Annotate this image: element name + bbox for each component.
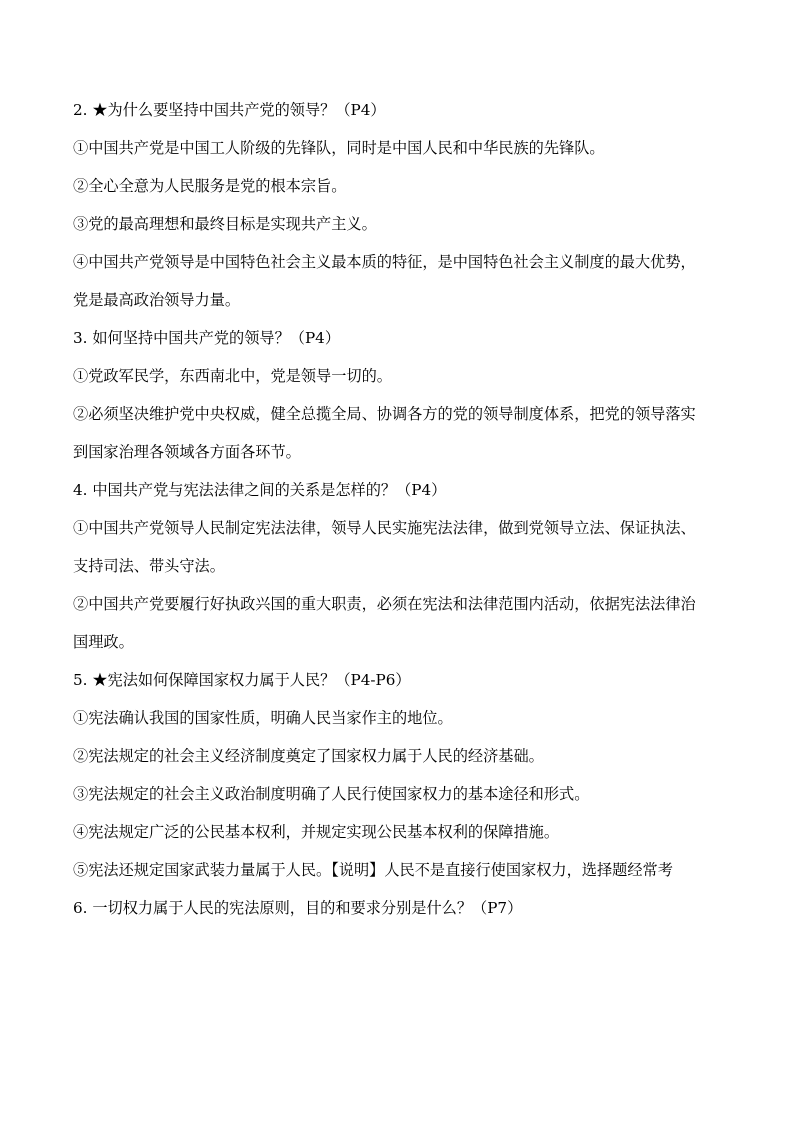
- answer-line: ①中国共产党是中国工人阶级的先锋队，同时是中国人民和中华民族的先锋队。: [73, 139, 605, 157]
- question-heading-5: 5. ★宪法如何保障国家权力属于人民？（P4-P6）: [73, 671, 411, 689]
- answer-line-continued: 到国家治理各领域各方面各环节。: [73, 443, 301, 461]
- answer-line: ②宪法规定的社会主义经济制度奠定了国家权力属于人民的经济基础。: [73, 747, 544, 765]
- answer-line: ③宪法规定的社会主义政治制度明确了人民行使国家权力的基本途径和形式。: [73, 785, 590, 803]
- answer-line: ①党政军民学，东西南北中，党是领导一切的。: [73, 367, 392, 385]
- answer-line: ③党的最高理想和最终目标是实现共产主义。: [73, 215, 377, 233]
- question-heading-3: 3. 如何坚持中国共产党的领导？（P4）: [73, 329, 341, 347]
- answer-line: ①宪法确认我国的国家性质，明确人民当家作主的地位。: [73, 709, 453, 727]
- question-heading-4: 4. 中国共产党与宪法法律之间的关系是怎样的？（P4）: [73, 481, 447, 499]
- answer-line: ②中国共产党要履行好执政兴国的重大职责，必须在宪法和法律范围内活动，依据宪法法律治: [73, 595, 696, 613]
- document-body: [73, 100, 738, 936]
- answer-line: ④宪法规定广泛的公民基本权利，并规定实现公民基本权利的保障措施。: [73, 823, 559, 841]
- answer-line-continued: 支持司法、带头守法。: [73, 557, 225, 575]
- answer-line-continued: 党是最高政治领导力量。: [73, 291, 241, 309]
- question-heading-2: 2. ★为什么要坚持中国共产党的领导？（P4）: [73, 101, 386, 119]
- answer-line: ②必须坚决维护党中央权威，健全总揽全局、协调各方的党的领导制度体系，把党的领导落实: [73, 405, 696, 423]
- answer-line: ④中国共产党领导是中国特色社会主义最本质的特征，是中国特色社会主义制度的最大优势，: [73, 253, 696, 271]
- answer-line: ①中国共产党领导人民制定宪法法律，领导人民实施宪法法律，做到党领导立法、保证执法、: [73, 519, 696, 537]
- answer-line: ②全心全意为人民服务是党的根本宗旨。: [73, 177, 347, 195]
- question-heading-6: 6. 一切权力属于人民的宪法原则，目的和要求分别是什么？（P7）: [73, 899, 523, 917]
- answer-line: ⑤宪法还规定国家武装力量属于人民。【说明】人民不是直接行使国家权力，选择题经常考: [73, 861, 673, 879]
- answer-line-continued: 国理政。: [73, 633, 134, 651]
